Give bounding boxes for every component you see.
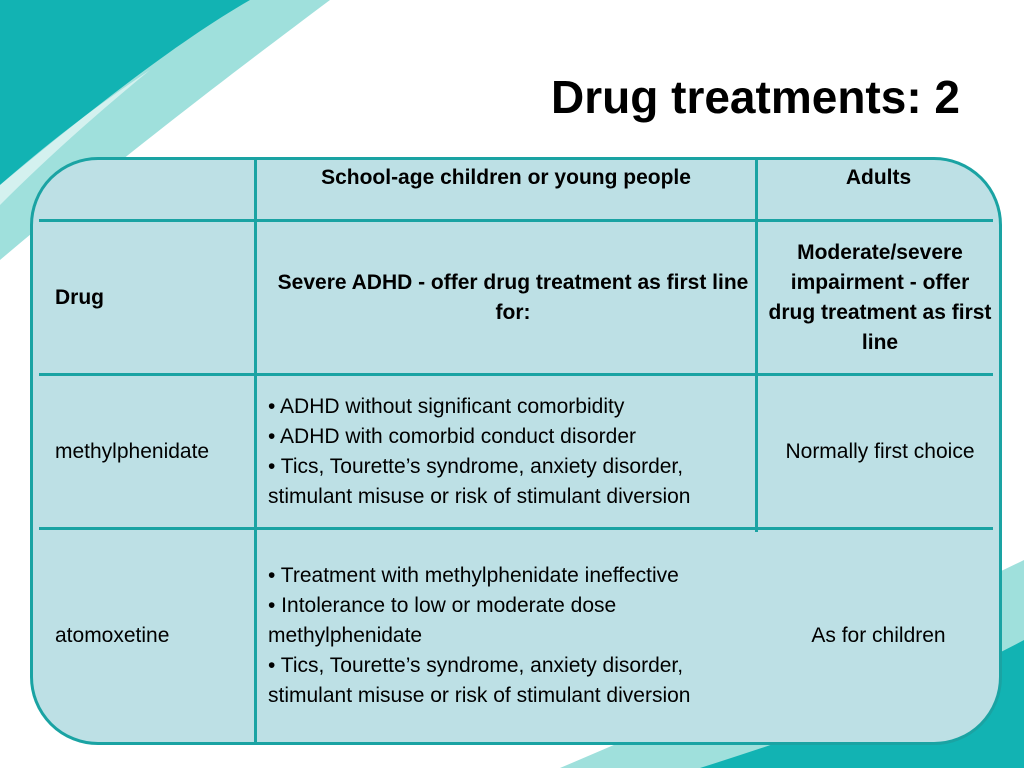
indication-item: • ADHD with comorbid conduct disorder	[268, 424, 637, 448]
indication-item: • Treatment with methylphenidate ineffective	[268, 564, 679, 587]
header-adults: Adults	[845, 165, 912, 189]
indication-item: • ADHD without significant comorbidity	[268, 394, 625, 418]
indication-list	[268, 392, 752, 512]
criteria-children: Severe ADHD - offer drug treatment as first line for:	[277, 270, 749, 324]
header-children: School-age children or young people	[321, 165, 691, 189]
indication-item: • Tics, Tourette’s syndrome, anxiety disorder, stimulant misuse or risk of stimulant diversion	[268, 454, 691, 508]
adults-methylphenidate: Normally first choice	[785, 439, 975, 463]
column-divider-2	[755, 160, 758, 532]
criteria-adults: Moderate/severe impairment - offer drug treatment as first line	[768, 240, 992, 354]
drug-treatment-table	[30, 157, 1002, 745]
indication-item: • Intolerance to low or moderate dose methylphenidate	[268, 594, 617, 647]
slide-title: Drug treatments: 2	[551, 71, 960, 123]
children-indications-atomoxetine	[268, 530, 752, 742]
criteria-label-drug: Drug	[55, 285, 104, 309]
column-divider-1	[254, 160, 257, 742]
drug-name-methylphenidate: methylphenidate	[55, 439, 210, 463]
indication-item: • Tics, Tourette’s syndrome, anxiety disorder, stimulant misuse or risk of stimulant diversion	[268, 654, 691, 707]
children-indications-methylphenidate	[268, 376, 752, 527]
indication-list	[268, 561, 752, 711]
adults-atomoxetine: As for children	[811, 624, 946, 647]
drug-name-atomoxetine: atomoxetine	[55, 624, 170, 647]
